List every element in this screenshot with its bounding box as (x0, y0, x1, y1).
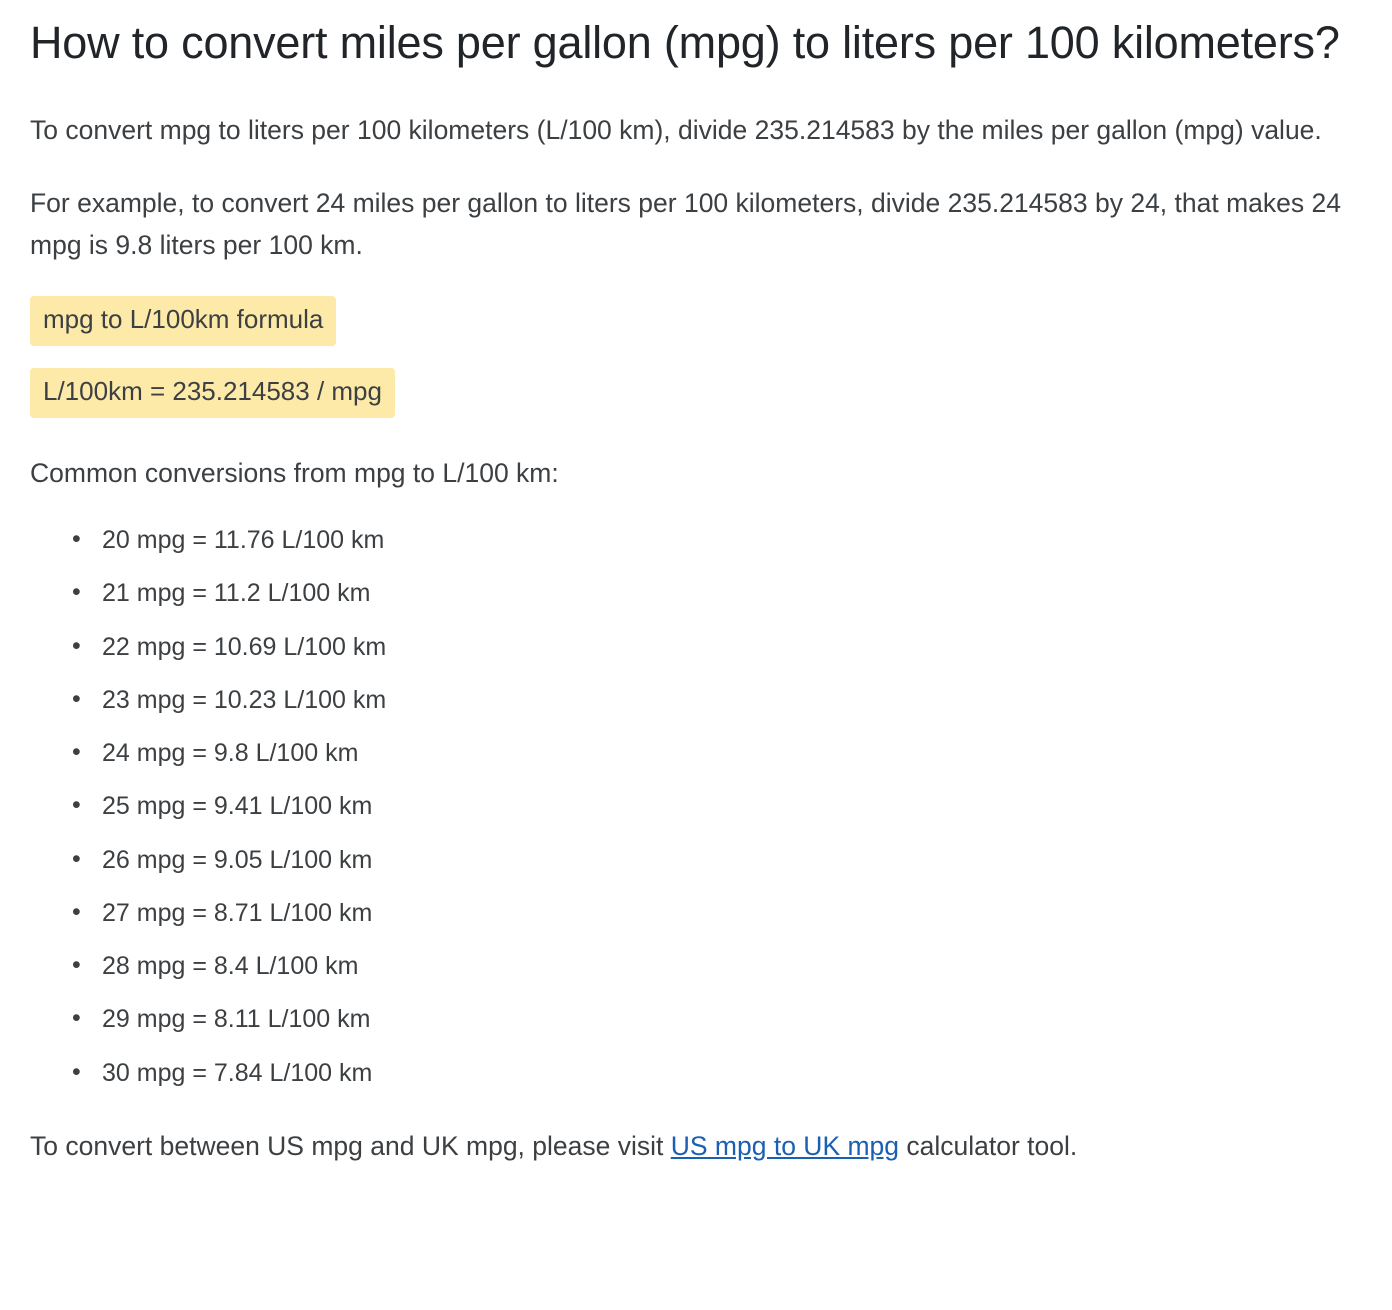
example-paragraph: For example, to convert 24 miles per gallon to liters per 100 kilometers, divide 235.214583 by 24, that makes 24 mpg is 9.8 liters per 100 km. (30, 187, 1341, 261)
list-item: • 26 mpg = 9.05 L/100 km (72, 842, 1362, 878)
list-item: • 21 mpg = 11.2 L/100 km (72, 575, 1362, 611)
list-item: • 27 mpg = 8.71 L/100 km (72, 895, 1362, 931)
formula-row (30, 368, 1362, 418)
list-item: • 30 mpg = 7.84 L/100 km (72, 1055, 1362, 1091)
formula-expression: L/100km = 235.214583 / mpg (30, 368, 395, 418)
formula-label-row (30, 296, 1362, 346)
list-item: • 24 mpg = 9.8 L/100 km (72, 735, 1362, 771)
intro-paragraph: To convert mpg to liters per 100 kilometers (L/100 km), divide 235.214583 by the miles per gallon (mpg) value. (30, 115, 1322, 146)
list-item: • 25 mpg = 9.41 L/100 km (72, 788, 1362, 824)
conversion-list (30, 522, 1362, 1091)
formula-label: mpg to L/100km formula (30, 296, 336, 346)
list-intro: Common conversions from mpg to L/100 km: (30, 457, 559, 488)
footer-note-prefix: To convert between US mpg and UK mpg, please visit (30, 1130, 671, 1161)
list-item: • 28 mpg = 8.4 L/100 km (72, 948, 1362, 984)
footer-note-suffix: calculator tool. (899, 1130, 1078, 1161)
us-mpg-to-uk-mpg-link[interactable]: US mpg to UK mpg (670, 1130, 900, 1161)
list-item: • 23 mpg = 10.23 L/100 km (72, 682, 1362, 718)
page-title: How to convert miles per gallon (mpg) to liters per 100 kilometers? (30, 17, 1340, 68)
list-item: • 20 mpg = 11.76 L/100 km (72, 522, 1362, 558)
list-item: • 29 mpg = 8.11 L/100 km (72, 1001, 1362, 1037)
footer-note (30, 1125, 1362, 1167)
list-item: • 22 mpg = 10.69 L/100 km (72, 629, 1362, 665)
